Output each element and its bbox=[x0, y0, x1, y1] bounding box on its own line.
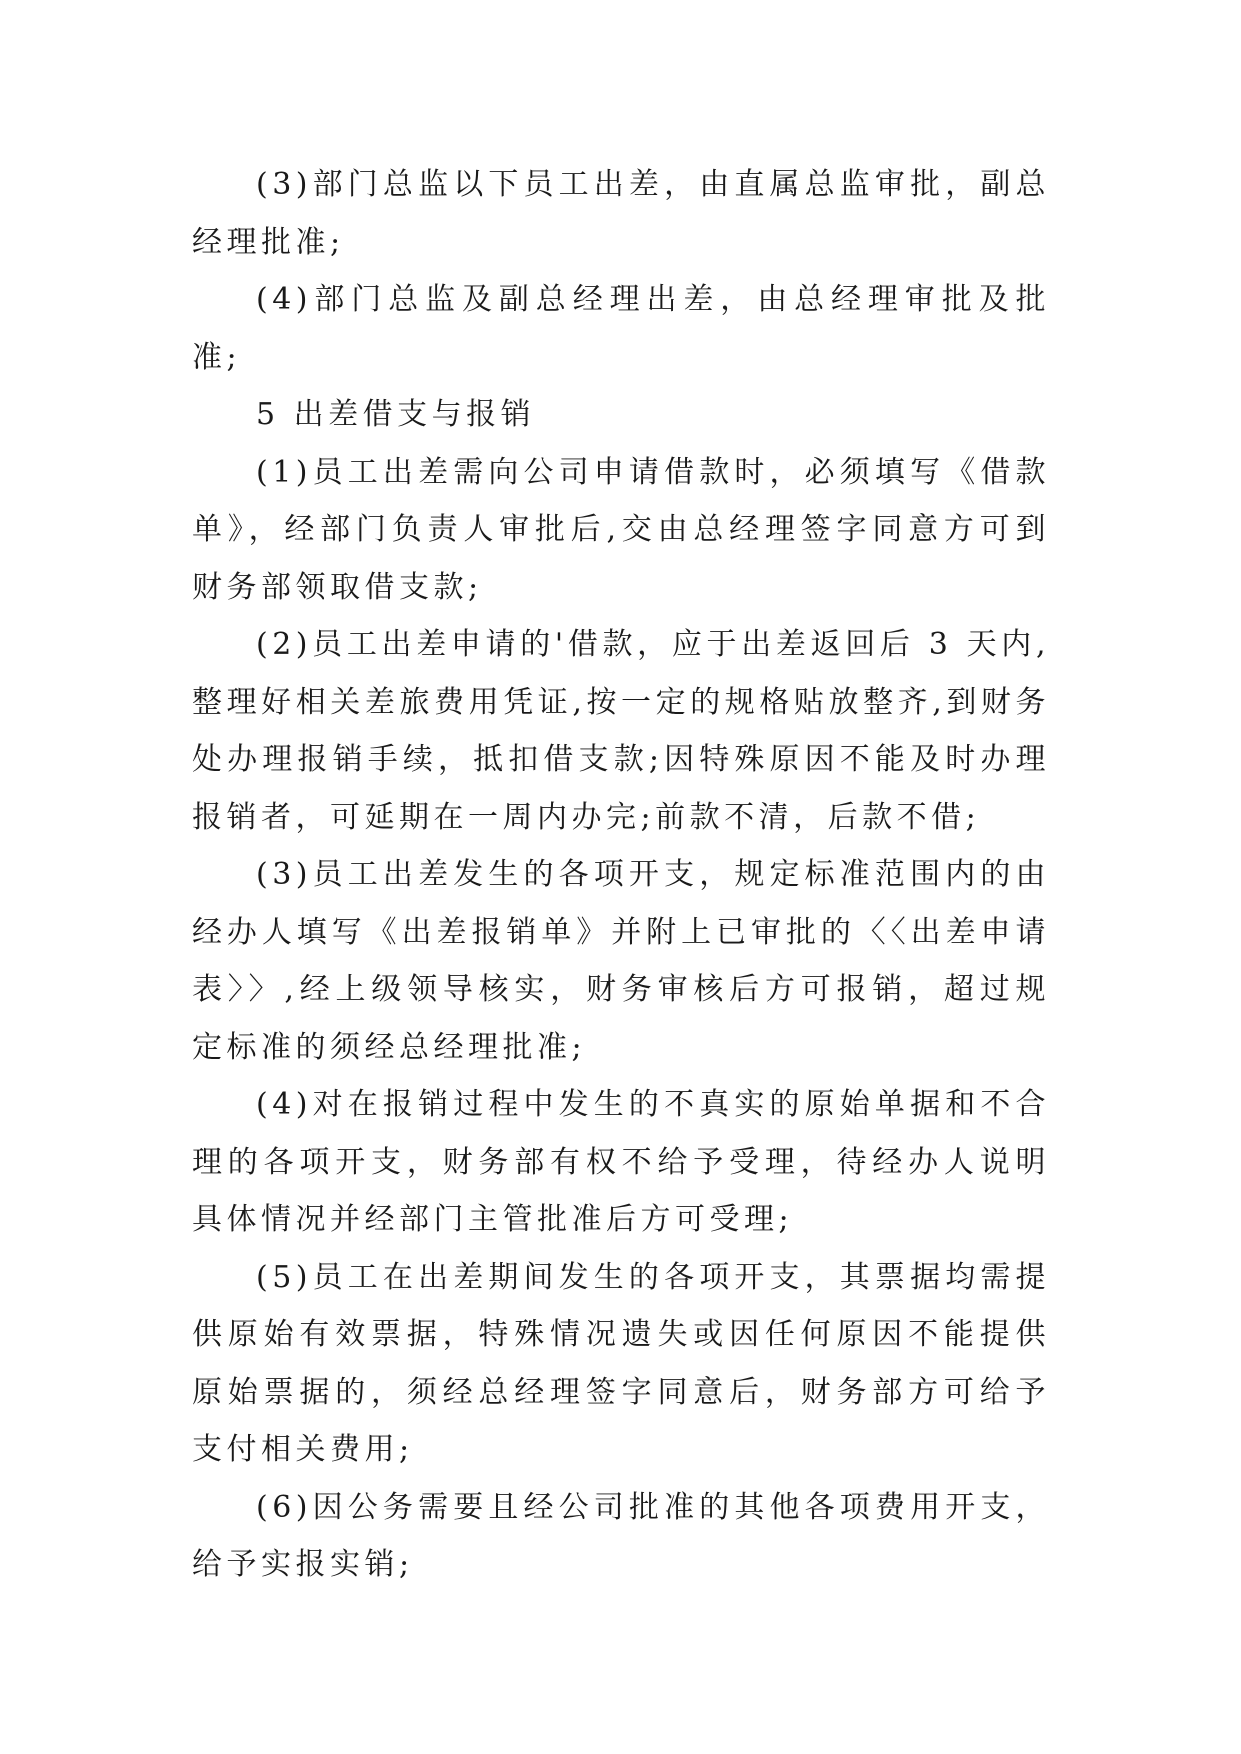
section-heading-loan-reimbursement: 5 出差借支与报销 bbox=[256, 397, 536, 432]
paragraph-4-director-approval: (4)部门总监及副总经理出差，由总经理审批及批准; bbox=[192, 282, 1050, 375]
document-body bbox=[192, 156, 1050, 1594]
paragraph-4-invalid-receipts: (4)对在报销过程中发生的不真实的原始单据和不合理的各项开支，财务部有权不给予受理，待经办人说明具体情况并经部门主管批准后方可受理; bbox=[192, 1087, 1050, 1237]
paragraph-1-loan-application: (1)员工出差需向公司申请借款时，必须填写《借款单》，经部门负责人审批后,交由总经理签字同意方可到财务部领取借支款; bbox=[192, 454, 1050, 605]
paragraph-5-original-receipts: (5)员工在出差期间发生的各项开支，其票据均需提供原始有效票据，特殊情况遗失或因任何原因不能提供原始票据的，须经总经理签字同意后，财务部方可给予支付相关费用; bbox=[192, 1259, 1050, 1467]
paragraph-3-expense-reimbursement: (3)员工出差发生的各项开支，规定标准范围内的由经办人填写《出差报销单》并附上已审批的〈〈出差申请表〉〉,经上级领导核实，财务审核后方可报销，超过规定标准的须经总经理批准; bbox=[192, 857, 1050, 1065]
paragraph-2-loan-settlement: (2)员工出差申请的'借款，应于出差返回后 3 天内,整理好相关差旅费用凭证,按一定的规格贴放整齐,到财务处办理报销手续，抵扣借支款;因特殊原因不能及时办理报销者，可延期在一周内办完;前款不清，后款不借; bbox=[192, 627, 1050, 835]
paragraph-3-senior-approval: (3)部门总监以下员工出差，由直属总监审批，副总经理批准; bbox=[192, 167, 1050, 260]
paragraph-6-other-expenses: (6)因公务需要且经公司批准的其他各项费用开支，给予实报实销; bbox=[192, 1489, 1050, 1582]
